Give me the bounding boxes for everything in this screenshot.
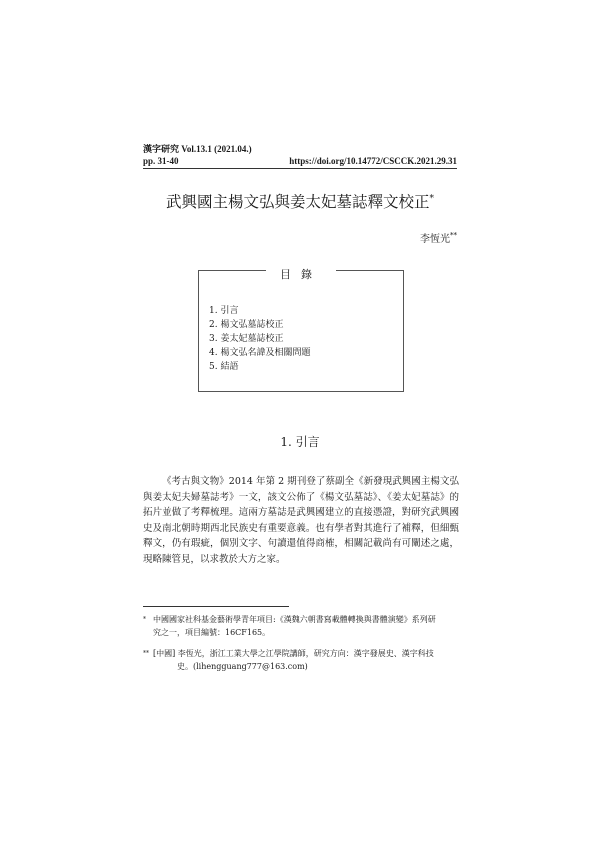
toc-heading	[199, 263, 403, 282]
author-name: 李恆光	[420, 234, 450, 245]
title-text: 武興國主楊文弘與姜太妃墓誌釋文校正	[165, 193, 430, 211]
footnote-2	[143, 647, 459, 673]
toc-item-5[interactable]: 5. 結語	[209, 362, 239, 372]
toc-heading-text: 目錄	[266, 268, 336, 281]
footnote-1-mark: *	[143, 616, 146, 623]
journal-info: 漢字研究 Vol.13.1 (2021.04.)	[143, 144, 252, 154]
header-divider	[143, 168, 457, 169]
footnote-2-mark: **	[143, 650, 149, 657]
toc-list	[209, 304, 310, 374]
page-range: pp. 31-40	[143, 156, 179, 166]
doi-link[interactable]: https://doi.org/10.14772/CSCCK.2021.29.31	[289, 156, 457, 166]
toc-item-2[interactable]: 2. 楊文弘墓誌校正	[209, 320, 284, 330]
author-line	[420, 230, 457, 245]
footnote-1-line-2: 究之一，項目編號：16CF165。	[153, 628, 271, 637]
table-of-contents	[198, 270, 404, 392]
title-footnote-mark[interactable]: *	[429, 193, 434, 204]
body-paragraph: 《考古與文物》2014 年第 2 期刊登了蔡副全《新發現武興國主楊文弘與姜太妃夫婦墓誌考》一文，該文公佈了《楊文弘墓誌》、《姜太妃墓誌》的拓片並做了考釋梳理。這兩方墓誌是武興國建立的直接憑證，對研究武興國史及南北朝時期西北民族史有重要意義。也有學者對其進行了補釋，但細甄釋文，仍有瑕疵，個別文字、句讀還值得商榷，相關記載尚有可闡述之處，現略陳管見，以求教於大方之家。	[143, 476, 459, 565]
footnote-2-line-1: [中國] 李恆光，浙江工業大學之江學院講師，研究方向：漢字發展史、漢字科技	[153, 649, 434, 658]
footnote-1	[143, 613, 459, 639]
footnote-1-line-1: 中國國家社科基金藝術學青年項目:《漢魏六朝書寫載體轉換與書體演變》系列研	[153, 615, 436, 624]
footnote-divider	[143, 606, 289, 607]
section-heading: 1. 引言	[280, 435, 320, 449]
article-title	[0, 190, 600, 212]
toc-item-4[interactable]: 4. 楊文弘名諱及相關問題	[209, 348, 311, 358]
author-footnote-mark[interactable]: **	[450, 231, 457, 240]
toc-item-3[interactable]: 3. 姜太妃墓誌校正	[209, 334, 284, 344]
toc-item-1[interactable]: 1. 引言	[209, 306, 239, 316]
footnote-2-line-2: 史。(lihengguang777@163.com)	[177, 662, 308, 671]
